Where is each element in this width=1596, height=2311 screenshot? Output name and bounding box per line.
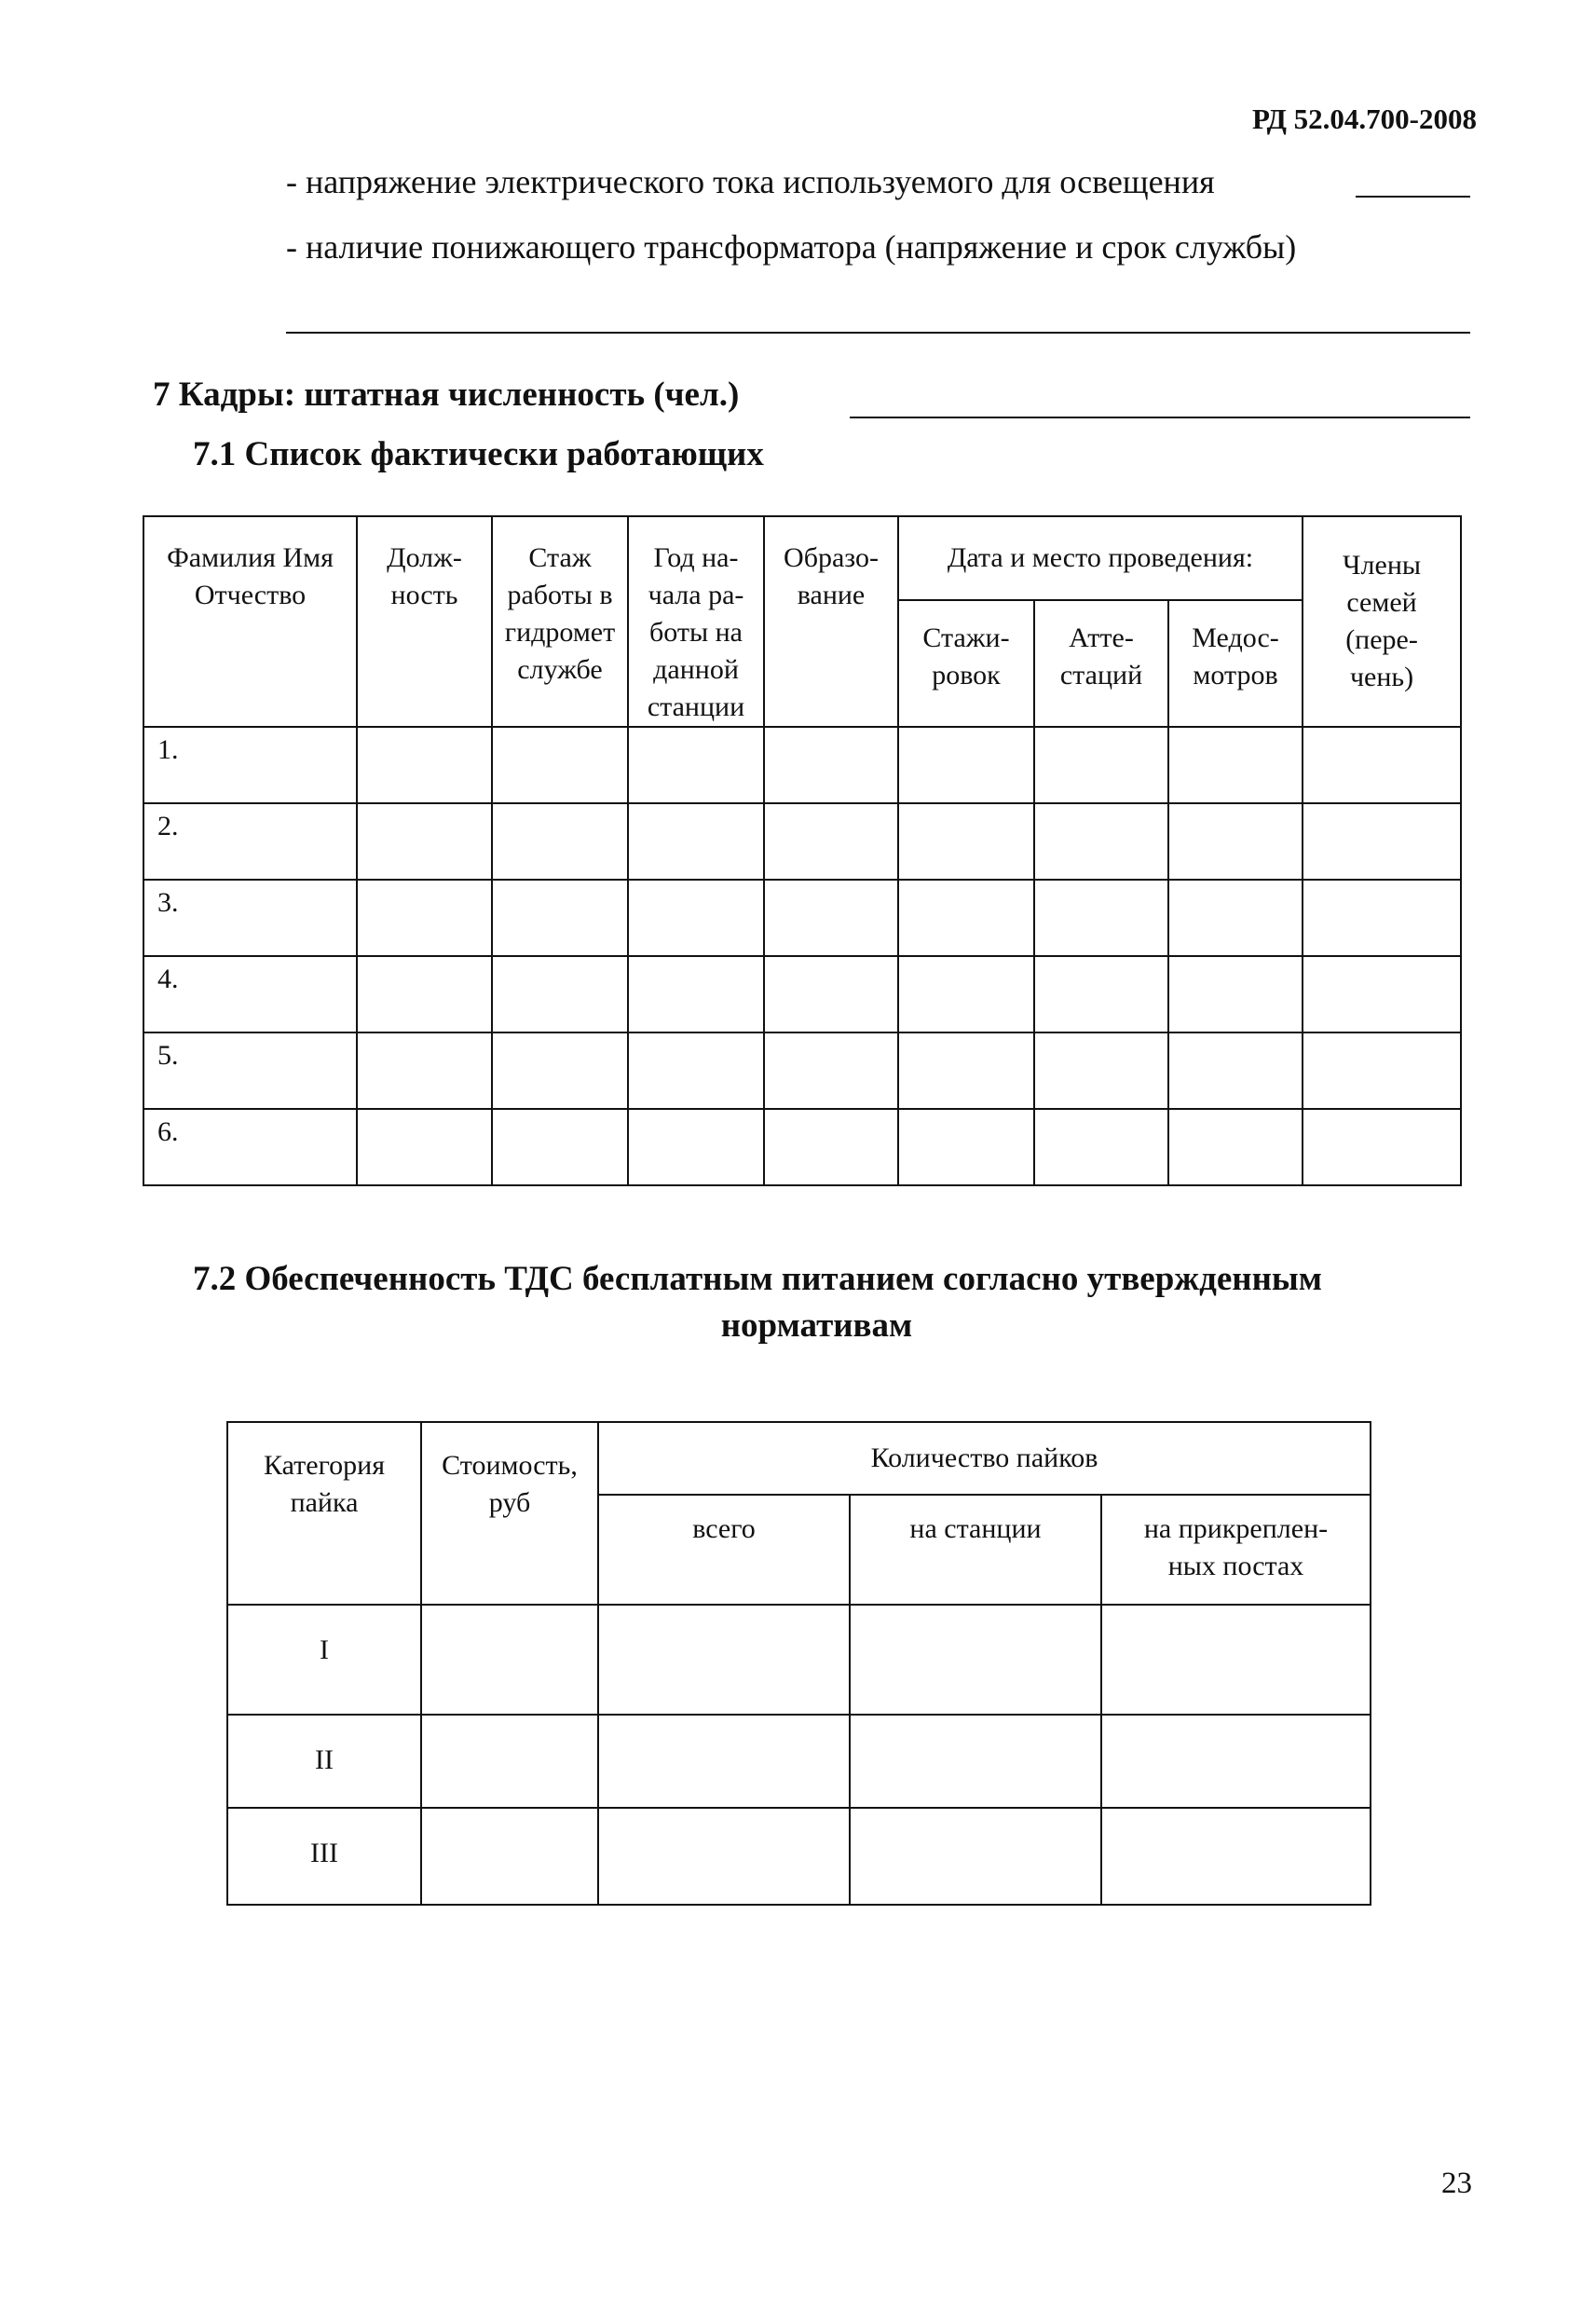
table-row xyxy=(143,880,1461,956)
col-header-education: Образо-вание xyxy=(764,516,898,727)
voltage-line-text: - напряжение электрического тока используемого для освещения xyxy=(286,163,1215,200)
section-7-2-title-line1: 7.2 Обеспеченность ТДС бесплатным питанием согласно утвержденным xyxy=(193,1260,1323,1298)
table-row xyxy=(227,1605,1371,1715)
col-header-family: Члены семей (пере-чень) xyxy=(1303,516,1461,727)
section-7-2-title-line2: нормативам xyxy=(720,1306,913,1345)
row-number: 4. xyxy=(143,956,357,1032)
col-header-position: Долж-ность xyxy=(357,516,492,727)
row-number: 2. xyxy=(143,803,357,880)
staff-table xyxy=(143,515,1462,1186)
ration-category: III xyxy=(227,1808,421,1905)
table-row xyxy=(143,1109,1461,1185)
table-row xyxy=(227,1715,1371,1808)
col-header-start-year: Год на-чала ра-боты на данной станции xyxy=(628,516,764,727)
voltage-line xyxy=(286,162,1215,201)
row-number: 6. xyxy=(143,1109,357,1185)
row-number: 1. xyxy=(143,727,357,803)
section-7-title: 7 Кадры: штатная численность (чел.) xyxy=(153,376,740,414)
table-row xyxy=(227,1808,1371,1905)
col-header-internships: Стажи-ровок xyxy=(898,600,1034,727)
voltage-fill-line xyxy=(1356,196,1470,198)
col-header-attached: на прикреплен-ных постах xyxy=(1101,1495,1371,1605)
ration-category: I xyxy=(227,1605,421,1715)
table-row xyxy=(143,1032,1461,1109)
col-header-medical: Медос-мотров xyxy=(1168,600,1303,727)
section-7-1-title: 7.1 Список фактически работающих xyxy=(193,435,764,473)
col-header-name: Фамилия Имя Отчество xyxy=(143,516,357,727)
page-number: 23 xyxy=(1441,2167,1472,2200)
row-number: 3. xyxy=(143,880,357,956)
col-header-dates-group: Дата и место проведения: xyxy=(898,516,1303,600)
staff-count-fill-line xyxy=(850,417,1470,418)
row-number: 5. xyxy=(143,1032,357,1109)
col-header-experience: Стаж работы в гидромет службе xyxy=(492,516,628,727)
transformer-line-text: - наличие понижающего трансформатора (напряжение и срок службы) xyxy=(286,228,1297,266)
col-header-at-station: на станции xyxy=(850,1495,1101,1605)
table-row xyxy=(143,727,1461,803)
col-header-attestations: Атте-стаций xyxy=(1034,600,1168,727)
rations-table xyxy=(226,1421,1371,1906)
col-header-total: всего xyxy=(598,1495,850,1605)
table-row xyxy=(143,956,1461,1032)
ration-category: II xyxy=(227,1715,421,1808)
table-row xyxy=(143,803,1461,880)
document-code: РД 52.04.700-2008 xyxy=(1251,103,1477,135)
col-header-category: Категория пайка xyxy=(227,1422,421,1605)
col-header-cost: Стоимость, руб xyxy=(421,1422,598,1605)
transformer-fill-line xyxy=(286,332,1470,334)
col-header-quantity: Количество пайков xyxy=(598,1422,1371,1495)
